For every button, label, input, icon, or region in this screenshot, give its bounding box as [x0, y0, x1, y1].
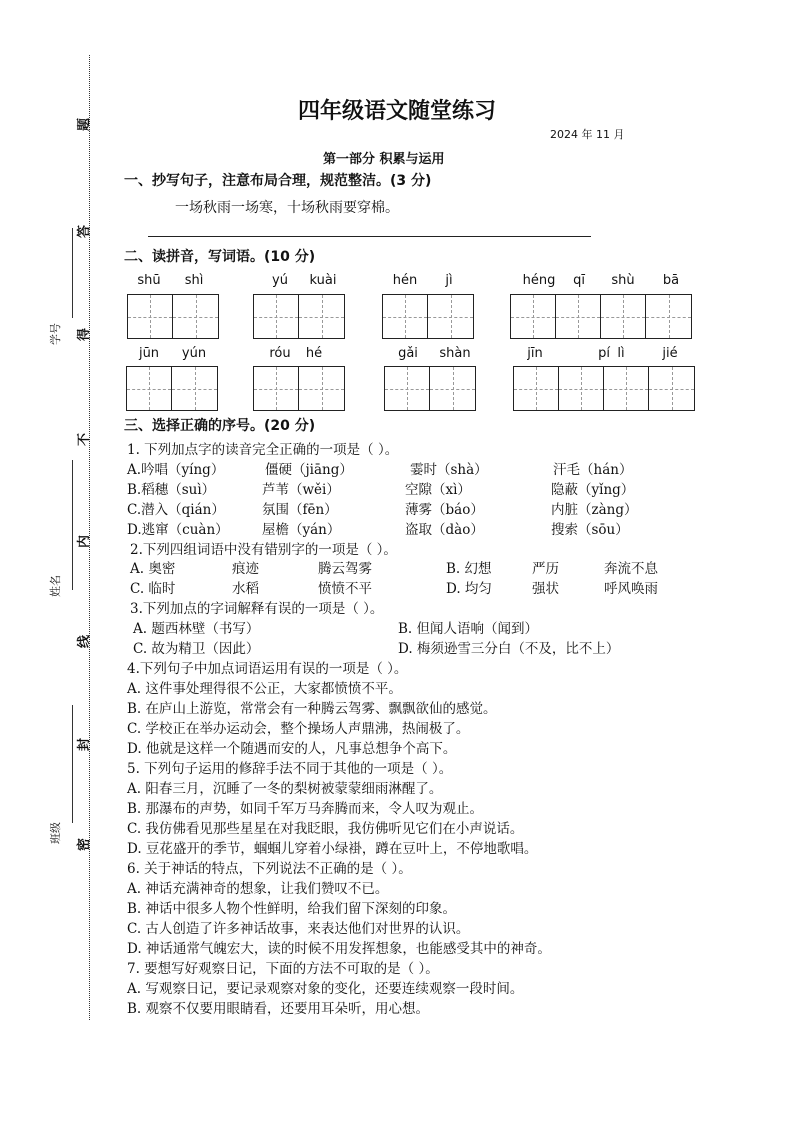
writing-grid[interactable] — [384, 366, 476, 411]
pinyin: shì — [184, 273, 204, 288]
question-5: 5. 下列句子运用的修辞手法不同于其他的一项是（ ）。 — [127, 761, 453, 777]
option-5c: C. 我仿佛看见那些星星在对我眨眼，我仿佛听见它们在小声说话。 — [127, 821, 524, 837]
option-1a-4: 汗毛（hán） — [553, 462, 633, 478]
writing-grid[interactable] — [126, 366, 218, 411]
page-title: 四年级语文随堂练习 — [297, 99, 496, 124]
option-7b: B. 观察不仅要用眼睛看，还要用耳朵听，用心想。 — [127, 1001, 430, 1017]
pinyin: jūn — [138, 346, 160, 361]
option-3c: C. 故为精卫（因此） — [133, 641, 260, 657]
pinyin: jì — [445, 273, 453, 288]
option-2d-1: D. 均匀 — [446, 581, 492, 597]
margin-char-4: 不 — [77, 432, 93, 447]
writing-grid[interactable] — [253, 294, 345, 339]
option-2a-2: 痕迹 — [232, 561, 259, 577]
pinyin: qī — [573, 273, 585, 288]
margin-char-3: 得 — [77, 327, 93, 342]
option-1d-2: 屋檐（yán） — [262, 522, 341, 538]
question-1: 1. 下列加点字的读音完全正确的一项是（ ）。 — [127, 442, 399, 458]
option-6a: A. 神话充满神奇的想象，让我们赞叹不已。 — [127, 881, 389, 897]
option-2c-3: 愤愤不平 — [318, 581, 372, 597]
option-5d: D. 豆花盛开的季节，蝈蝈儿穿着小绿褂，蹲在豆叶上，不停地歌唱。 — [127, 841, 538, 857]
pinyin: shù — [611, 273, 635, 288]
option-2c-2: 水稻 — [232, 581, 259, 597]
pinyin: lì — [617, 346, 625, 361]
writing-grid[interactable] — [513, 366, 695, 411]
option-2d-3: 呼风唤雨 — [604, 581, 658, 597]
writing-grid[interactable] — [510, 294, 692, 339]
writing-grid[interactable] — [253, 366, 345, 411]
pinyin: kuài — [309, 273, 337, 288]
option-1a-2: 僵硬（jiāng） — [265, 462, 353, 478]
pinyin: shàn — [439, 346, 471, 361]
pinyin: héng — [522, 273, 556, 288]
student-no-label: 学号 — [49, 323, 62, 345]
exam-date: 2024 年 11 月 — [550, 128, 625, 141]
option-1b-4: 隐蔽（yǐng） — [551, 482, 635, 498]
option-4a: A. 这件事处理得很不公正，大家都愤愤不平。 — [127, 681, 402, 697]
option-3b: B. 但闻人语响（闻到） — [398, 621, 539, 637]
option-5b: B. 那瀑布的声势，如同千军万马奔腾而来，令人叹为观止。 — [127, 801, 484, 817]
option-2b-1: B. 幻想 — [446, 561, 492, 577]
option-1b-3: 空隙（xì） — [405, 482, 471, 498]
name-line — [72, 460, 73, 590]
writing-grid[interactable] — [127, 294, 219, 339]
class-label: 班级 — [49, 822, 62, 844]
option-1a-3: 霎时（shà） — [410, 462, 488, 478]
option-1b-2: 芦苇（wěi） — [262, 482, 340, 498]
pinyin: hén — [392, 273, 418, 288]
option-1d-4: 搜索（sōu） — [551, 522, 629, 538]
option-7a: A. 写观察日记，要记录观察对象的变化，还要连续观察一段时间。 — [127, 981, 524, 997]
pinyin: hé — [305, 346, 323, 361]
option-2b-2: 严历 — [532, 561, 559, 577]
writing-grid[interactable] — [382, 294, 474, 339]
option-6c: C. 古人创造了许多神话故事，来表达他们对世界的认识。 — [127, 921, 470, 937]
pinyin: shū — [137, 273, 161, 288]
pinyin: yún — [181, 346, 207, 361]
option-2d-2: 强状 — [532, 581, 559, 597]
class-line — [72, 705, 73, 823]
name-label: 姓名 — [49, 575, 62, 597]
section1-heading: 一、抄写句子，注意布局合理，规范整洁。(3 分) — [124, 173, 432, 189]
option-1c-1: C.潜入（qián） — [127, 502, 225, 518]
margin-char-2: 答 — [77, 224, 93, 239]
pinyin: yú — [272, 273, 288, 288]
question-4: 4.下列句子中加点词语运用有误的一项是（ ）。 — [127, 661, 408, 677]
option-1c-3: 薄雾（báo） — [405, 502, 484, 518]
question-3: 3.下列加点的字词解释有误的一项是（ ）。 — [130, 601, 384, 617]
pinyin: gǎi — [398, 346, 418, 361]
student-no-line — [72, 228, 73, 318]
option-5a: A. 阳春三月，沉睡了一冬的梨树被蒙蒙细雨淋醒了。 — [127, 781, 443, 797]
option-6d: D. 神话通常气魄宏大，读的时候不用发挥想象，也能感受其中的神奇。 — [127, 941, 551, 957]
pinyin: pí — [598, 346, 610, 361]
copy-writing-line[interactable] — [148, 236, 591, 237]
margin-char-5: 内 — [77, 534, 93, 549]
pinyin: jié — [662, 346, 678, 361]
pinyin: róu — [269, 346, 291, 361]
option-2b-3: 奔流不息 — [604, 561, 658, 577]
margin-char-7: 封 — [77, 737, 93, 752]
option-3a: A. 题西林壁（书写） — [133, 621, 260, 637]
option-2a-1: A. 奥密 — [130, 561, 176, 577]
option-6b: B. 神话中很多人物个性鲜明，给我们留下深刻的印象。 — [127, 901, 457, 917]
section3-heading: 三、选择正确的序号。(20 分) — [124, 418, 316, 434]
option-2a-3: 腾云驾雾 — [318, 561, 372, 577]
option-1c-2: 氛围（fēn） — [262, 502, 338, 518]
margin-char-6: 线 — [77, 634, 93, 649]
question-6: 6. 关于神话的特点，下列说法不正确的是（ ）。 — [127, 861, 412, 877]
option-1d-3: 盗取（dào） — [405, 522, 484, 538]
pinyin: bā — [662, 273, 680, 288]
option-2c-1: C. 临时 — [130, 581, 176, 597]
option-4b: B. 在庐山上游览，常常会有一种腾云驾雾、飘飘欲仙的感觉。 — [127, 701, 497, 717]
option-4d: D. 他就是这样一个随遇而安的人，凡事总想争个高下。 — [127, 741, 457, 757]
option-4c: C. 学校正在举办运动会，整个操场人声鼎沸，热闹极了。 — [127, 721, 470, 737]
margin-char-8: 密 — [77, 837, 93, 852]
option-3d: D. 梅须逊雪三分白（不及，比不上） — [398, 641, 620, 657]
copy-sentence: 一场秋雨一场寒，十场秋雨要穿棉。 — [175, 200, 399, 216]
question-2: 2.下列四组词语中没有错别字的一项是（ ）。 — [130, 542, 397, 558]
option-1a-1: A.吟唱（yíng） — [127, 462, 225, 478]
question-7: 7. 要想写好观察日记，下面的方法不可取的是（ ）。 — [127, 961, 439, 977]
section2-heading: 二、读拼音，写词语。(10 分) — [124, 249, 316, 265]
margin-char-1: 题 — [77, 117, 93, 132]
option-1c-4: 内脏（zàng） — [551, 502, 638, 518]
pinyin: jīn — [527, 346, 543, 361]
option-1d-1: D.逃窜（cuàn） — [127, 522, 229, 538]
part-heading: 第一部分 积累与运用 — [323, 152, 445, 167]
option-1b-1: B.稻穗（suì） — [127, 482, 216, 498]
